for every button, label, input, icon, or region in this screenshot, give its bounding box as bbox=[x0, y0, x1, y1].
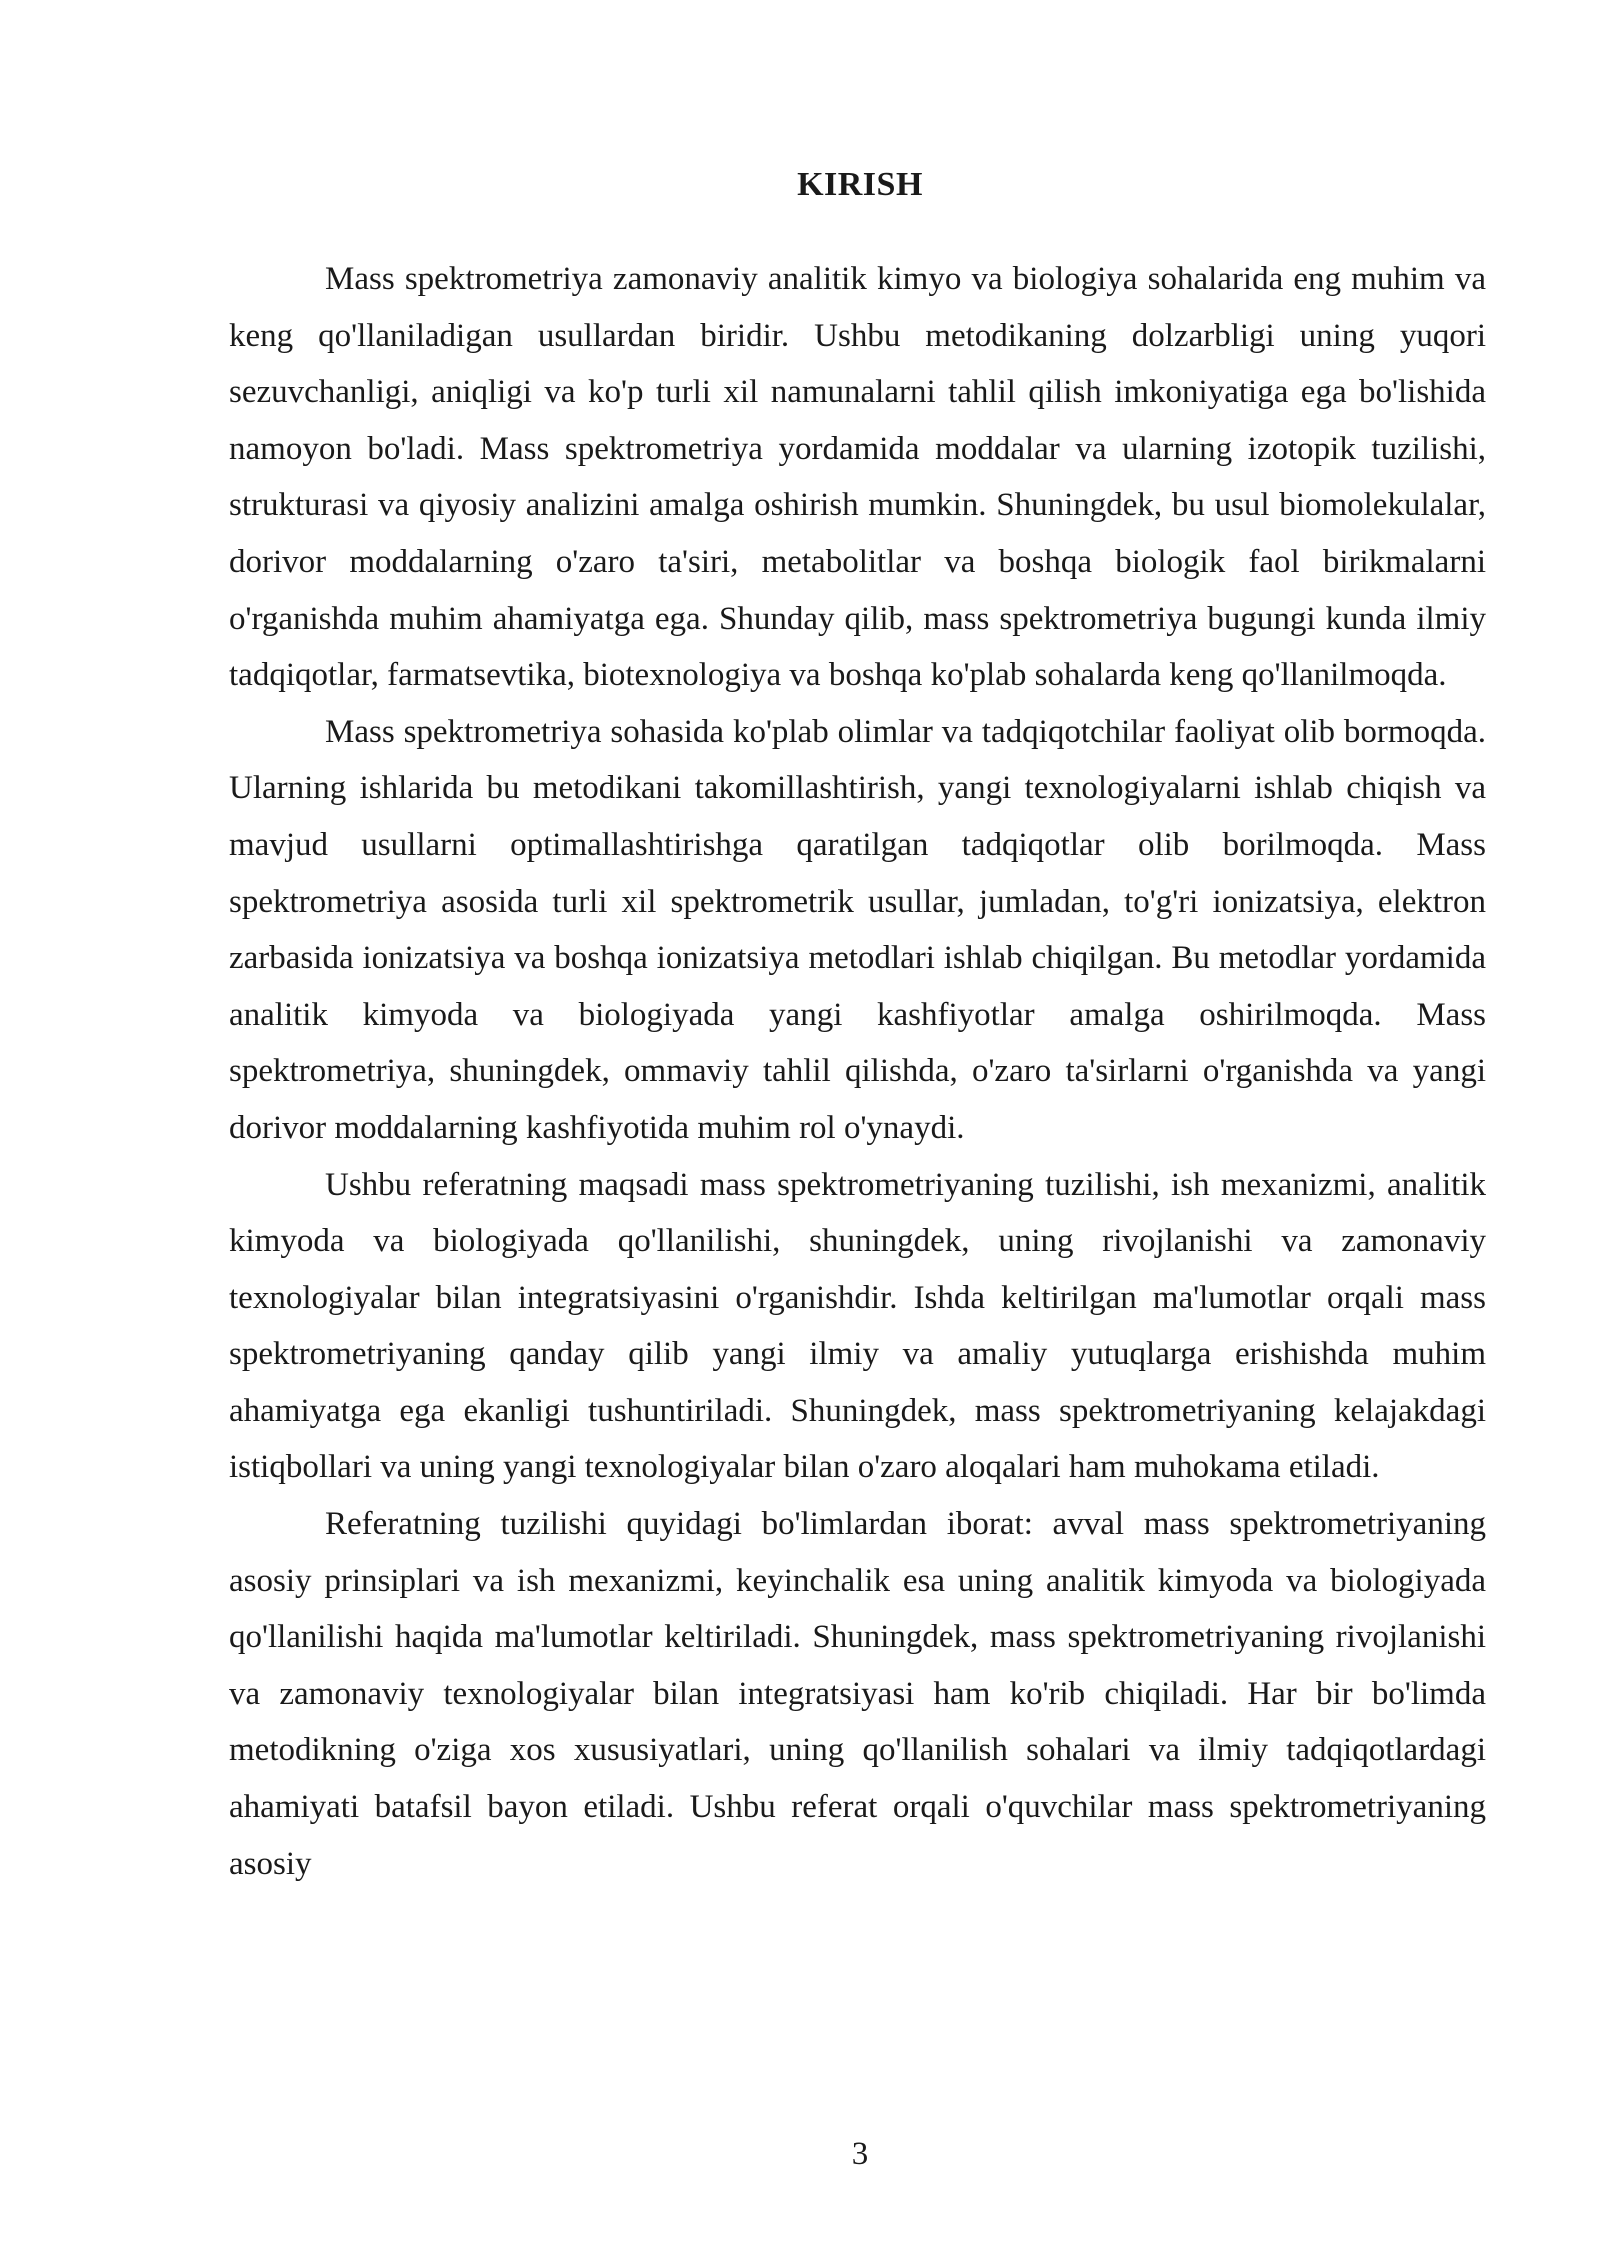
page-number: 3 bbox=[851, 2136, 869, 2172]
body-text bbox=[229, 251, 1486, 1892]
paragraph-introduction: Mass spektrometriya zamonaviy analitik kimyo va biologiya sohalarida eng muhim va keng qo'llaniladigan usullardan biridir. Ushbu metodikaning dolzarbligi uning yuqori sezuvchanligi, aniqligi va ko'p turli xil namunalarni tahlil qilish imkoniyatiga ega bo'lishida namoyon bo'ladi. Mass spektrometriya yordamida moddalar va ularning izotopik tuzilishi, strukturasi va qiyosiy analizini amalga oshirish mumkin. Shuningdek, bu usul biomolekulalar, dorivor moddalarning o'zaro ta'siri, metabolitlar va boshqa biologik faol birikmalarni o'rganishda muhim ahamiyatga ega. Shunday qilib, mass spektrometriya bugungi kunda ilmiy tadqiqotlar, farmatsevtika, biotexnologiya va boshqa ko'plab sohalarda keng qo'llanilmoqda. bbox=[229, 261, 1486, 694]
paragraph-purpose: Ushbu referatning maqsadi mass spektrometriyaning tuzilishi, ish mexanizmi, analitik kimyoda va biologiyada qo'llanilishi, shuningdek, uning rivojlanishi va zamonaviy texnologiyalar bilan integratsiyasini o'rganishdir. Ishda keltirilgan ma'lumotlar orqali mass spektrometriyaning qanday qilib yangi ilmiy va amaliy yutuqlarga erishishda muhim ahamiyatga ega ekanligi tushuntiriladi. Shuningdek, mass spektrometriyaning kelajakdagi istiqbollari va uning yangi texnologiyalar bilan o'zaro aloqalari ham muhokama etiladi. bbox=[229, 1166, 1486, 1486]
paragraph-researchers: Mass spektrometriya sohasida ko'plab olimlar va tadqiqotchilar faoliyat olib bormoqda. Ularning ishlarida bu metodikani takomillashtirish, yangi texnologiyalarni ishlab chiqish va mavjud usullarni optimallashtirishga qaratilgan tadqiqotlar olib borilmoqda. Mass spektrometriya asosida turli xil spektrometrik usullar, jumladan, to'g'ri ionizatsiya, elektron zarbasida ionizatsiya va boshqa ionizatsiya metodlari ishlab chiqilgan. Bu metodlar yordamida analitik kimyoda va biologiyada yangi kashfiyotlar amalga oshirilmoqda. Mass spektrometriya, shuningdek, ommaviy tahlil qilishda, o'zaro ta'sirlarni o'rganishda va yangi dorivor moddalarning kashfiyotida muhim rol o'ynaydi. bbox=[229, 713, 1486, 1146]
paragraph-structure: Referatning tuzilishi quyidagi bo'limlardan iborat: avval mass spektrometriyaning asosiy prinsiplari va ish mexanizmi, keyinchalik esa uning analitik kimyoda va biologiyada qo'llanilishi haqida ma'lumotlar keltiriladi. Shuningdek, mass spektrometriyaning rivojlanishi va zamonaviy texnologiyalar bilan integratsiyasi ham ko'rib chiqiladi. Har bir bo'limda metodikning o'ziga xos xususiyatlari, uning qo'llanilish sohalari va ilmiy tadqiqotlardagi ahamiyati batafsil bayon etiladi. Ushbu referat orqali o'quvchilar mass spektrometriyaning asosiy bbox=[229, 1506, 1486, 1882]
section-heading: KIRISH bbox=[797, 166, 923, 203]
